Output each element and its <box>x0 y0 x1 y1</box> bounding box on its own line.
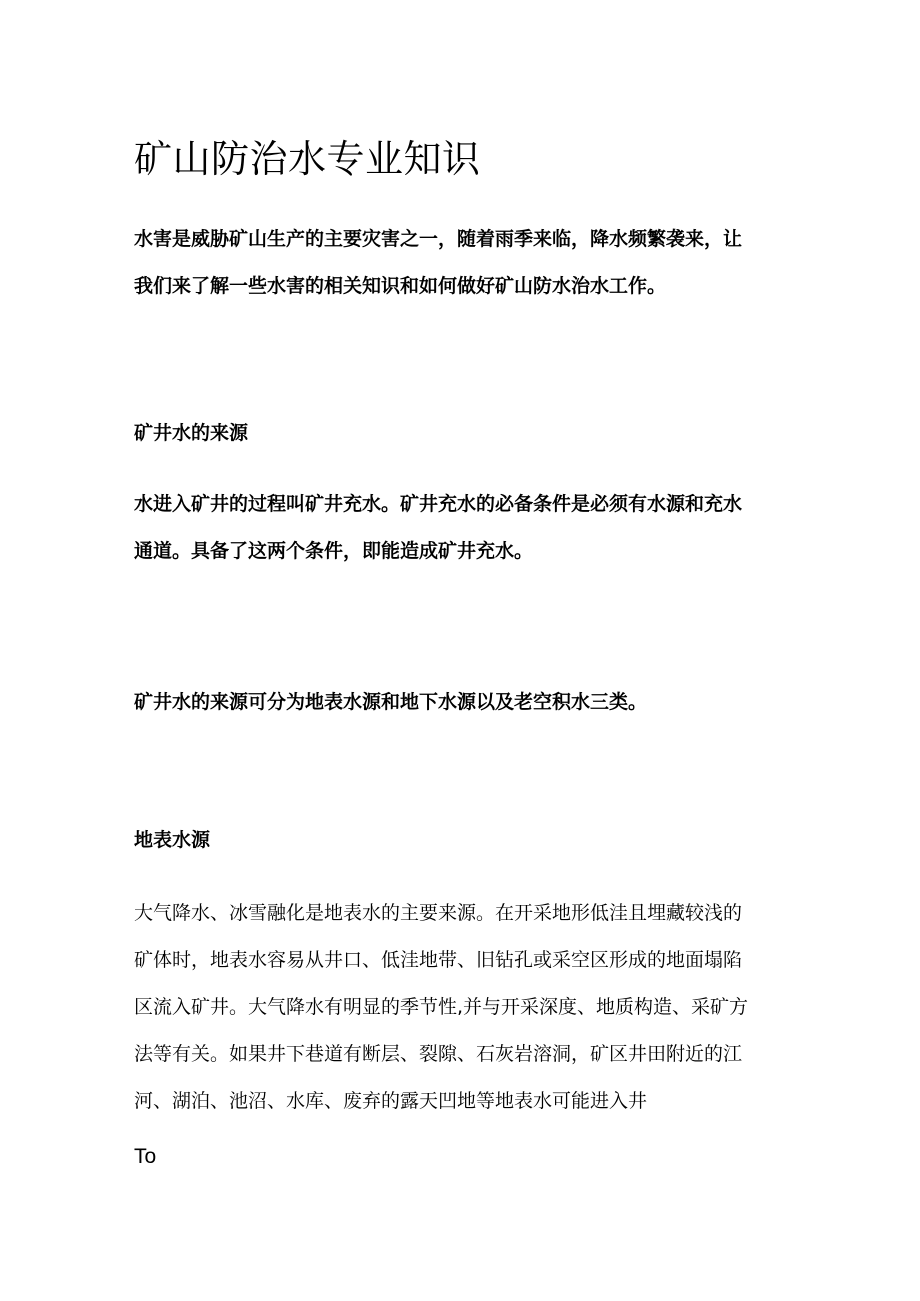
paragraph-line: 水进入矿井的过程叫矿井充水。矿井充水的必备条件是必须有水源和充水 <box>134 493 743 515</box>
paragraph-line: 河、湖泊、池沼、水库、废弃的露天凹地等地表水可能进入井 <box>134 1090 648 1112</box>
mine-water-inflow-paragraph <box>134 481 794 575</box>
paragraph-line: 区流入矿井。大气降水有明显的季节性,并与开采深度、地质构造、采矿方 <box>134 996 749 1018</box>
trailing-text: To <box>134 1145 157 1168</box>
intro-line: 我们来了解一些水害的相关知识和如何做好矿山防水治水工作。 <box>134 275 667 297</box>
paragraph-line: 通道。具备了这两个条件，即能造成矿井充水。 <box>134 540 534 562</box>
paragraph-line: 法等有关。如果井下巷道有断层、裂隙、石灰岩溶洞，矿区井田附近的江 <box>134 1043 743 1065</box>
intro-line: 水害是威胁矿山生产的主要灾害之一，随着雨季来临，降水频繁袭来，让 <box>134 228 743 250</box>
page-title: 矿山防治水专业知识 <box>134 137 481 181</box>
section-heading-surface-water: 地表水源 <box>134 829 211 851</box>
paragraph-line: 矿井水的来源可分为地表水源和地下水源以及老空积水三类。 <box>134 691 648 713</box>
water-source-classification-paragraph <box>134 679 794 726</box>
section-heading-mine-water-source: 矿井水的来源 <box>134 422 249 444</box>
intro-paragraph <box>134 216 794 310</box>
paragraph-line: 大气降水、冰雪融化是地表水的主要来源。在开采地形低洼且埋藏较浅的 <box>134 902 743 924</box>
surface-water-paragraph <box>134 890 794 1125</box>
paragraph-line: 矿体时，地表水容易从井口、低洼地带、旧钻孔或采空区形成的地面塌陷 <box>134 949 743 971</box>
